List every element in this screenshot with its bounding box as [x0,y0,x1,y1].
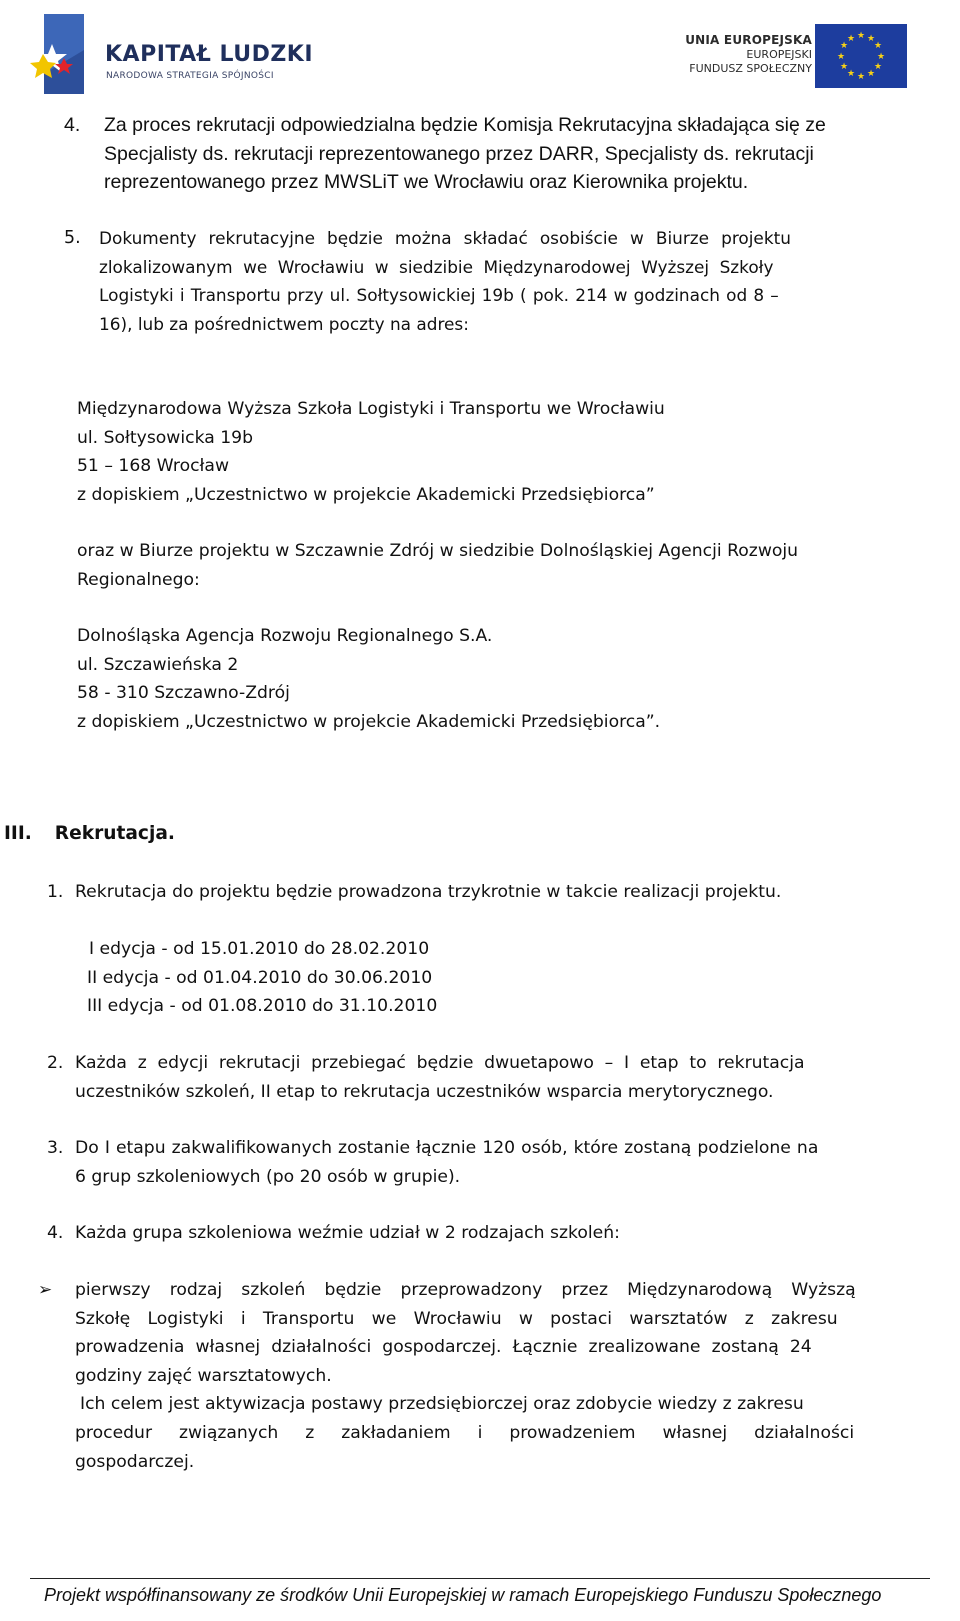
text-line: Ich celem jest aktywizacja postawy przedsiębiorczej oraz zdobycie wiedzy z zakresu [80,1394,804,1415]
address-line: z dopiskiem „Uczestnictwo w projekcie Akademicki Przedsiębiorca”. [77,711,661,732]
svg-text:★: ★ [873,62,883,72]
eu-flag-icon [815,24,907,88]
eu-logo [680,24,940,94]
item-4-training-text: Każda grupa szkoleniowa weźmie udział w 2 rodzajach szkoleń: [75,1223,620,1243]
text-line: oraz w Biurze projektu w Szczawnie Zdrój w siedzibie Dolnośląskiej Agencji Rozwoju [77,541,799,561]
edition-item: II edycja - od 01.04.2010 do 30.06.2010 [87,967,433,988]
svg-text:★: ★ [846,34,856,44]
text-line: 16), lub za pośrednictwem poczty na adres: [99,313,469,334]
text-line: godziny zajęć warsztatowych. [75,1365,332,1386]
text-line: Każda z edycji rekrutacji przebiegać będzie dwuetapowo – I etap to rekrutacja [75,1053,805,1073]
kapital-ludzki-title: KAPITAŁ LUDZKI [105,42,314,67]
text-line: Specjalisty ds. rekrutacji reprezentowanego przez DARR, Specjalisty ds. rekrutacji [104,142,814,165]
svg-text:★: ★ [866,34,876,44]
kapital-ludzki-logo [30,14,314,100]
text-line: zlokalizowanym we Wrocławiu w siedzibie Międzynarodowej Wyższej Szkoły [99,256,774,277]
text-line: gospodarczej. [75,1451,195,1472]
item-2-text [75,1049,805,1106]
svg-text:★: ★ [866,69,876,79]
text-line: uczestników szkoleń, II etap to rekrutacja uczestników wsparcia merytorycznego. [75,1081,774,1102]
svg-text:★: ★ [839,62,849,72]
text-line: Logistyki i Transportu przy ul. Sołtysowickiej 19b ( pok. 214 w godzinach od 8 – [99,285,779,306]
item-number: 1. [47,882,64,902]
text-line: reprezentowanego przez MWSLiT we Wrocławiu oraz Kierownika projektu. [104,171,749,193]
item-number: 2. [47,1053,64,1073]
text-line: procedur związanych z zakładaniem i prowadzeniem własnej działalności [75,1422,855,1443]
item-3-text [75,1134,818,1191]
item-number: 3. [47,1138,64,1158]
editions-list [87,935,437,1021]
eu-logo-text [685,32,812,76]
section-heading [4,823,175,844]
arrow-bullet-icon: ➢ [38,1280,53,1300]
kapital-ludzki-emblem-icon [30,14,100,100]
address-line: Dolnośląska Agencja Rozwoju Regionalnego S.A. [77,626,493,646]
svg-text:★: ★ [856,31,866,41]
address-line: Międzynarodowa Wyższa Szkoła Logistyki i Transportu we Wrocławiu [77,399,665,419]
svg-text:★: ★ [846,69,856,79]
text-line: pierwszy rodzaj szkoleń będzie przeprowadzony przez Międzynarodową Wyższą [75,1280,856,1300]
text-line: Za proces rekrutacji odpowiedzialna będzie Komisja Rekrutacyjna składająca się ze [104,114,826,136]
address-line: ul. Sołtysowicka 19b [77,427,253,448]
text-line: 6 grup szkoleniowych (po 20 osób w grupie). [75,1166,461,1187]
address-darr [77,622,660,736]
address-line: ul. Szczawieńska 2 [77,654,239,675]
section-title: Rekrutacja. [54,823,175,844]
bullet-text [75,1276,856,1476]
svg-text:★: ★ [873,41,883,51]
footer-text: Projekt współfinansowany ze środków Unii Europejskiej w ramach Europejskiego Funduszu Społecznego [44,1585,882,1605]
intro-darr [77,537,798,594]
eu-logo-line2: EUROPEJSKI [746,48,812,61]
text-line: Dokumenty rekrutacyjne będzie można składać osobiście w Biurze projektu [99,228,791,248]
item-5-text [99,224,925,338]
text-line: Do I etapu zakwalifikowanych zostanie łącznie 120 osób, które zostaną podzielone na [75,1138,819,1158]
item-number: 4. [64,114,81,136]
eu-logo-line1: UNIA EUROPEJSKA [685,33,812,47]
item-number: 5. [64,228,81,248]
text-line: Szkołę Logistyki i Transportu we Wrocławiu w postaci warsztatów z zakresu [75,1308,838,1329]
edition-item: III edycja - od 01.08.2010 do 31.10.2010 [87,996,438,1017]
address-line: 58 - 310 Szczawno-Zdrój [77,683,290,704]
item-4-text [104,111,924,197]
eu-logo-line3: FUNDUSZ SPOŁECZNY [689,62,812,75]
svg-text:★: ★ [839,41,849,51]
item-1-text: Rekrutacja do projektu będzie prowadzona trzykrotnie w takcie realizacji projektu. [75,882,782,902]
svg-text:★: ★ [856,72,866,82]
section-number: III. [4,823,32,844]
text-line: Regionalnego: [77,569,200,590]
address-line: 51 – 168 Wrocław [77,456,230,477]
kapital-ludzki-subtitle: NARODOWA STRATEGIA SPÓJNOŚCI [106,71,274,81]
svg-text:★: ★ [836,52,846,62]
edition-item: I edycja - od 15.01.2010 do 28.02.2010 [89,939,430,959]
address-mwslit [77,395,665,509]
address-line: z dopiskiem „Uczestnictwo w projekcie Akademicki Przedsiębiorca” [77,484,655,505]
svg-text:★: ★ [876,52,886,62]
text-line: prowadzenia własnej działalności gospodarczej. Łącznie zrealizowane zostaną 24 [75,1337,812,1358]
footer-divider [30,1578,930,1579]
item-number: 4. [47,1223,64,1243]
